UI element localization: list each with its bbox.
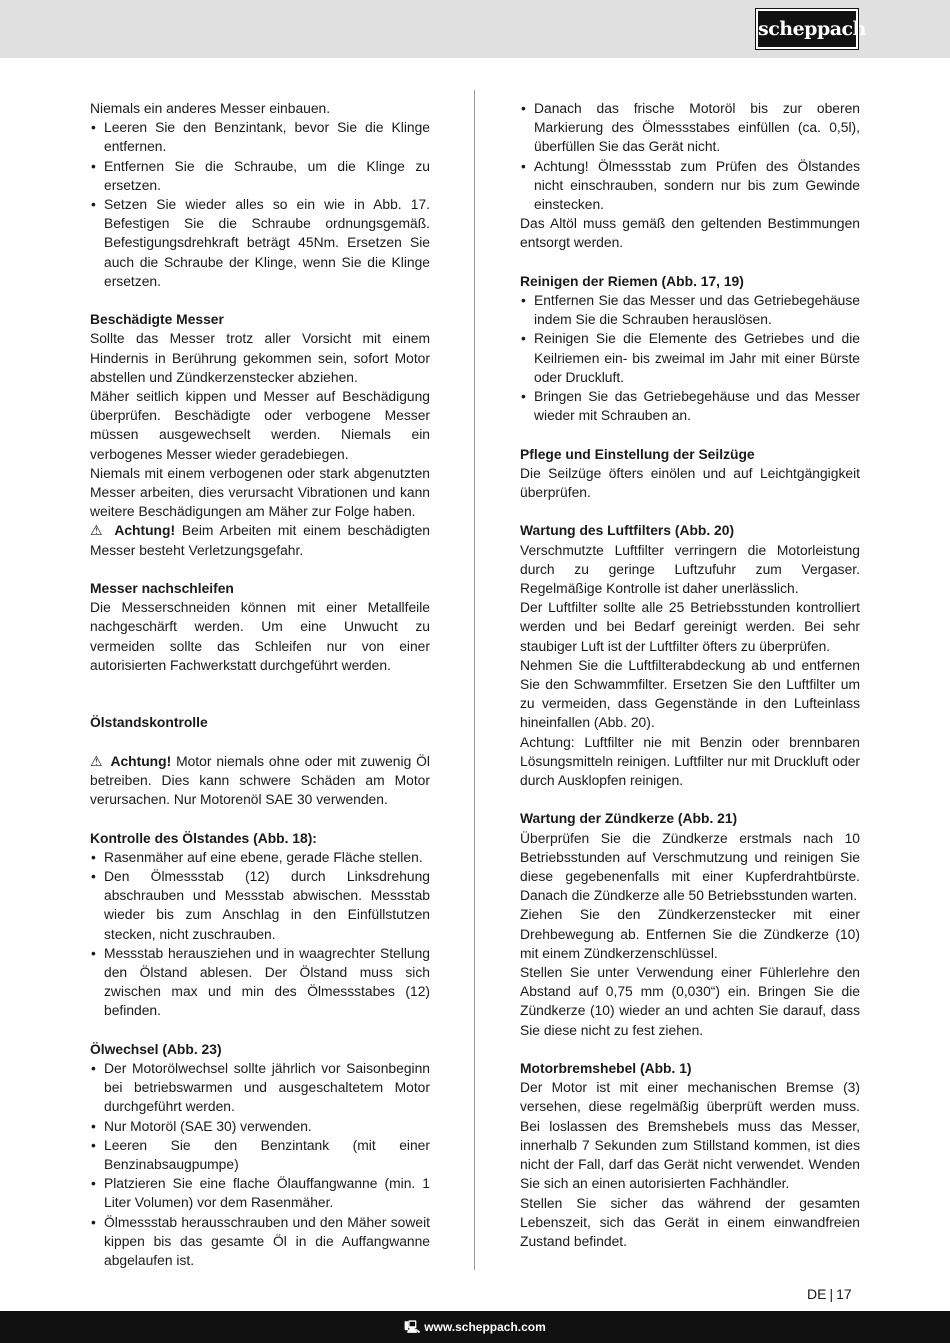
- warning-text: Motor niemals ohne oder mit zuwenig Öl betreiben. Dies kann schwere Schäden am Motor verursachen. Nur Motorenöl SAE 30 verwenden.: [90, 752, 430, 808]
- paragraph: Niemals mit einem verbogenen oder stark abgenutzten Messer arbeiten, dies verursacht Vibrationen und kann weitere Beschädigungen am Mäher zur Folge haben.: [90, 464, 430, 520]
- paragraph: Die Seilzüge öfters einölen und auf Leichtgängigkeit überprüfen.: [520, 464, 860, 501]
- list-item: • Den Ölmessstab (12) durch Linksdrehung abschrauben und Messstab abwischen. Messstab wieder bis zum Anschlag in den Einfüllstutzen stecken, nicht zuschrauben.: [90, 867, 430, 944]
- list-item: • Leeren Sie den Benzintank (mit einer Benzinabsaugpumpe): [90, 1136, 430, 1174]
- page-language: DE: [807, 1286, 827, 1302]
- section-heading: Pflege und Einstellung der Seilzüge: [520, 445, 755, 462]
- right-column: [520, 99, 860, 1251]
- list-item: • Setzen Sie wieder alles so ein wie in Abb. 17. Befestigen Sie die Schraube ordnungsgemäß. Befestigungsdrehkraft beträgt 45Nm. Ersetzen Sie auch die Schraube der Klinge, wenn Sie die Klinge ersetzen.: [90, 195, 430, 291]
- paragraph: Stellen Sie unter Verwendung einer Fühlerlehre den Abstand auf 0,75 mm (0,030“) ein. Bringen Sie die Zündkerze (10) wieder an und achten Sie darauf, dass Sie diese nicht zu fest ziehen.: [520, 964, 860, 1038]
- paragraph: Der Luftfilter sollte alle 25 Betriebsstunden kontrolliert werden und bei Bedarf gereinigt werden. Bei sehr staubiger Luft ist der Luftfilter öfters zu überprüfen.: [520, 599, 860, 654]
- paragraph: Achtung: Luftfilter nie mit Benzin oder brennbaren Lösungsmitteln reinigen. Luftfilter nur mit Druckluft oder durch Ausklopfen reinigen.: [520, 733, 860, 789]
- warning-note: [90, 752, 430, 810]
- list-item: • Platzieren Sie eine flache Ölauffangwanne (min. 1 Liter Volumen) vor dem Rasenmäher.: [90, 1174, 430, 1212]
- list-item: • Entfernen Sie das Messer und das Getriebegehäuse indem Sie die Schrauben herauslösen.: [520, 291, 860, 329]
- list-item: • Nur Motoröl (SAE 30) verwenden.: [90, 1117, 430, 1136]
- paragraph: Verschmutzte Luftfilter verringern die Motorleistung durch zu geringe Luftzufuhr zum Vergaser. Regelmäßige Kontrolle ist daher unerlässlich.: [520, 541, 860, 597]
- computer-icon: 🖳: [404, 1320, 421, 1334]
- warning-label: Achtung!: [114, 522, 176, 539]
- warning-text: Beim Arbeiten mit einem beschädigten Messer besteht Verletzungsgefahr.: [90, 522, 430, 558]
- paragraph: Das Altöl muss gemäß den geltenden Bestimmungen entsorgt werden.: [520, 215, 860, 251]
- paragraph: Sollte das Messer trotz aller Vorsicht mit einem Hindernis in Berührung gekommen sein, sofort Motor abstellen und Zündkerzenstecker abziehen.: [90, 330, 430, 385]
- section-heading: Motorbremshebel (Abb. 1): [520, 1060, 692, 1077]
- intro-text: Niemals ein anderes Messer einbauen.: [90, 100, 331, 116]
- paragraph: Die Messerschneiden können mit einer Metallfeile nachgeschärft werden. Um eine Unwucht zu vermeiden sollte das Schleifen nur von einer autorisierten Fachwerkstatt durchgeführt werden.: [90, 599, 430, 673]
- paragraph: Ziehen Sie den Zündkerzenstecker mit einer Drehbewegung ab. Entfernen Sie die Zündkerze (10) mit einem Zündkerzenschlüssel.: [520, 906, 860, 961]
- section-heading: Ölwechsel (Abb. 23): [90, 1040, 222, 1057]
- list-item: • Messstab herausziehen und in waagrechter Stellung den Ölstand ablesen. Der Ölstand muss sich zwischen max und min des Ölmessstabes (12) befinden.: [90, 944, 430, 1021]
- list-item: • Entfernen Sie die Schraube, um die Klinge zu ersetzen.: [90, 157, 430, 195]
- left-column: [90, 99, 430, 1270]
- list-item: • Leeren Sie den Benzintank, bevor Sie die Klinge entfernen.: [90, 118, 430, 156]
- paragraph: Nehmen Sie die Luftfilterabdeckung ab und entfernen Sie den Schwammfilter. Ersetzen Sie den Luftfilter um zu vermeiden, dass Gegenstände in den Lufteinlass hineinfallen (Abb. 20).: [520, 656, 860, 731]
- list-item: • Danach das frische Motoröl bis zur oberen Markierung des Ölmessstabes einfüllen (ca. 0,5l), überfüllen Sie das Gerät nicht.: [520, 99, 860, 157]
- warning-triangle-icon: ⚠: [90, 752, 104, 769]
- section-heading: Ölstandskontrolle: [90, 714, 208, 731]
- section-heading: Wartung des Luftfilters (Abb. 20): [520, 522, 735, 539]
- warning-note: [90, 521, 430, 559]
- paragraph: Stellen Sie sicher das während der gesamten Lebenszeit, sich das Gerät in einem einwandfreien Zustand befindet.: [520, 1194, 860, 1249]
- section-heading: Kontrolle des Ölstandes (Abb. 18):: [90, 829, 317, 846]
- section-heading: Messer nachschleifen: [90, 580, 234, 597]
- section-heading: Wartung der Zündkerze (Abb. 21): [520, 810, 738, 827]
- section-heading: Beschädigte Messer: [90, 311, 224, 328]
- warning-label: Achtung!: [110, 752, 172, 769]
- paragraph: Überprüfen Sie die Zündkerze erstmals nach 10 Betriebsstunden auf Verschmutzung und reinigen Sie diese gegebenenfalls mit einer Kupferdrahtbürste. Danach die Zündkerze alle 50 Betriebsstunden warten.: [520, 829, 860, 904]
- list-item: • Reinigen Sie die Elemente des Getriebes und die Keilriemen ein- bis zweimal im Jahr mit einer Bürste oder Druckluft.: [520, 329, 860, 387]
- footer-band: [0, 1311, 950, 1343]
- list-item: • Ölmessstab herausschrauben und den Mäher soweit kippen bis das gesamte Öl in die Auffangwanne abgelaufen ist.: [90, 1213, 430, 1271]
- list-item: • Bringen Sie das Getriebegehäuse und das Messer wieder mit Schrauben an.: [520, 387, 860, 425]
- column-divider: [474, 90, 475, 1270]
- brand-logo: scheppach: [756, 9, 858, 49]
- footer-url[interactable]: www.scheppach.com: [424, 1320, 546, 1334]
- list-item: • Achtung! Ölmessstab zum Prüfen des Ölstandes nicht einschrauben, sondern nur bis zum Gewinde einstecken.: [520, 157, 860, 215]
- paragraph: Der Motor ist mit einer mechanischen Bremse (3) versehen, diese regelmäßig überprüft werden muss. Bei loslassen des Bremshebels muss das Messer, innerhalb 7 Sekunden zum Stillstand kommen, ist dies nicht der Fall, darf das Gerät nicht verwendet. Wenden Sie sich an einen autorisierten Fachhändler.: [520, 1079, 860, 1192]
- paragraph: Mäher seitlich kippen und Messer auf Beschädigung überprüfen. Beschädigte oder verbogene Messer müssen ausgewechselt werden. Niemals ein verbogenes Messer wieder geradebiegen.: [90, 388, 430, 462]
- warning-triangle-icon: ⚠: [90, 522, 106, 539]
- list-item: • Der Motorölwechsel sollte jährlich vor Saisonbeginn bei betriebswarmen und ausgeschaltetem Motor durchgeführt werden.: [90, 1059, 430, 1117]
- list-item: • Rasenmäher auf eine ebene, gerade Fläche stellen.: [90, 848, 430, 867]
- page-number-value: 17: [836, 1286, 852, 1302]
- page-number: [807, 1286, 852, 1302]
- page-separator: |: [829, 1286, 834, 1302]
- section-heading: Reinigen der Riemen (Abb. 17, 19): [520, 272, 744, 289]
